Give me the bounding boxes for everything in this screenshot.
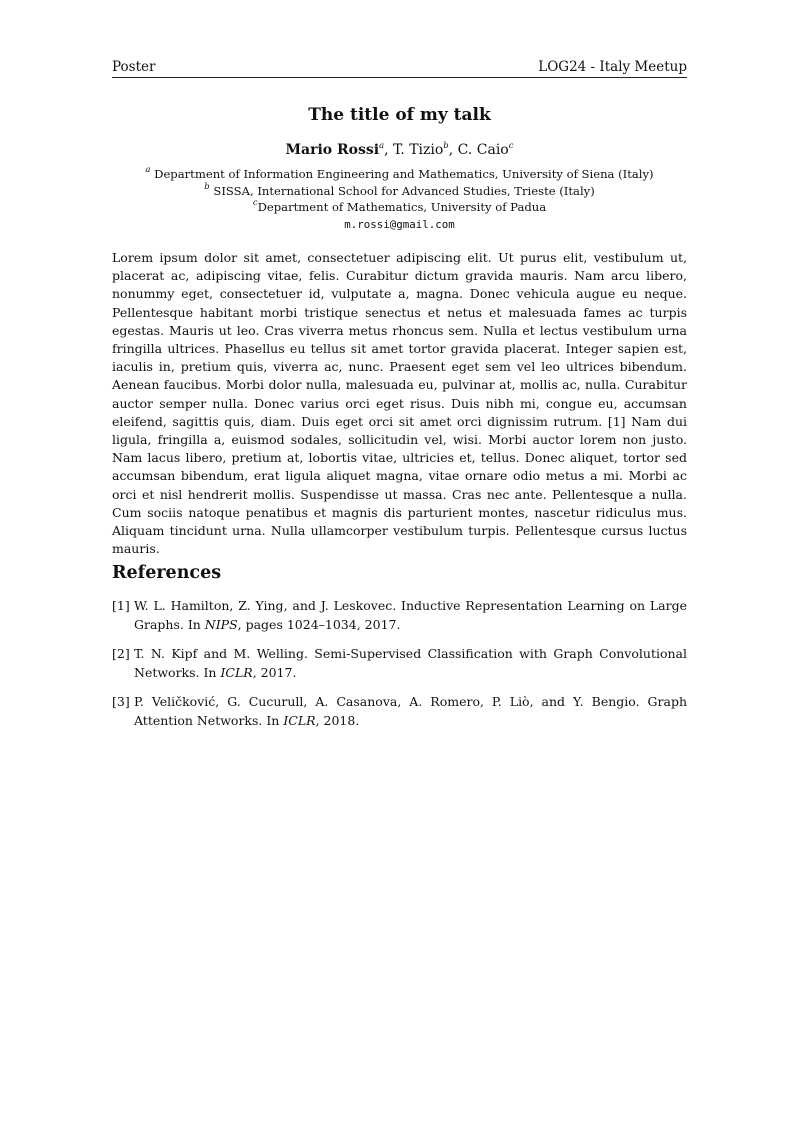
contact-email[interactable]: m.rossi@gmail.com — [344, 217, 455, 231]
author-2: T. Tizio — [393, 142, 444, 158]
header-right: LOG24 - Italy Meetup — [538, 59, 687, 75]
reference-list — [112, 597, 687, 741]
affiliation-mark: b — [204, 181, 210, 192]
author-separator: , — [384, 142, 394, 158]
affiliation-mark: a — [145, 165, 151, 175]
reference-item — [112, 597, 687, 634]
affiliation-mark: c — [252, 198, 258, 208]
author-separator: , — [448, 142, 458, 158]
reference-text — [134, 693, 687, 730]
reference-venue: NIPS — [204, 616, 238, 632]
abstract-paragraph: Lorem ipsum dolor sit amet, consectetuer adipiscing elit. Ut purus elit, vestibulum ut, placerat ac, adipiscing vitae, felis. Curabitur dictum gravida mauris. Nam arcu libero, nonummy eget, consectetuer id, vulputate a, magna. Donec vehicula augue eu neque. Pellentesque habitant morbi tristique senectus et netus et malesuada fames ac turpis egestas. Mauris ut leo. Cras viverra metus rhoncus sem. Nulla et lectus vestibulum urna fringilla ultrices. Phasellus eu tellus sit amet tortor gravida placerat. Integer sapien est, iaculis in, pretium quis, viverra ac, nunc. Praesent eget sem vel leo ultrices bibendum. Aenean faucibus. Morbi dolor nulla, malesuada eu, pulvinar at, mollis ac, nulla. Curabitur auctor semper nulla. Donec varius orci eget risus. Duis nibh mi, congue eu, accumsan eleifend, sagittis quis, diam. Duis eget orci sit amet orci dignissim rutrum. [1] Nam dui ligula, fringilla a, euismod sodales, sollicitudin vel, wisi. Morbi auctor lorem non justo. Nam lacus libero, pretium at, lobortis vitae, ultricies et, tellus. Donec aliquet, tortor sed accumsan bibendum, erat ligula aliquet magna, vitae ornare odio metus a mi. Morbi ac orci et nisl hendrerit mollis. Suspendisse ut massa. Cras nec ante. Pellentesque a nulla. Cum sociis natoque penatibus et magnis dis parturient montes, nascetur ridiculus mus. Aliquam tincidunt urna. Nulla ullamcorper vestibulum turpis. Pellentesque cursus luctus mauris. — [112, 250, 687, 557]
affiliation-text: SISSA, International School for Advanced Studies, Trieste (Italy) — [209, 183, 595, 198]
author-list — [112, 141, 687, 159]
affiliation-text: Department of Information Engineering and Mathematics, University of Siena (Italy) — [150, 167, 654, 181]
reference-item — [112, 693, 687, 730]
reference-authors-title: T. N. Kipf and M. Welling. Semi-Supervised Classification with Graph Convolutional Networks. In — [134, 646, 687, 680]
reference-details: , 2017. — [252, 664, 297, 680]
header-left: Poster — [112, 59, 156, 75]
references-heading: References — [112, 563, 222, 583]
reference-text — [134, 645, 687, 682]
affiliation-text: Department of Mathematics, University of Padua — [257, 200, 547, 214]
affiliation-b — [112, 183, 687, 200]
reference-authors-title: W. L. Hamilton, Z. Ying, and J. Leskovec. Inductive Representation Learning on Large Graphs. In — [134, 598, 687, 632]
reference-number: [3] — [112, 694, 130, 709]
affiliations — [112, 166, 687, 233]
author-main-mark: a — [379, 141, 385, 151]
reference-authors-title: P. Veličković, G. Cucurull, A. Casanova, A. Romero, P. Liò, and Y. Bengio. Graph Attention Networks. In — [134, 694, 687, 728]
reference-number: [1] — [112, 598, 130, 613]
reference-text — [134, 597, 687, 634]
reference-item — [112, 645, 687, 682]
author-3: C. Caio — [457, 142, 509, 158]
reference-venue: ICLR — [283, 712, 316, 728]
affiliation-c — [112, 199, 687, 216]
reference-details: , pages 1024–1034, 2017. — [237, 616, 401, 632]
author-main: Mario Rossi — [285, 142, 380, 158]
reference-venue: ICLR — [220, 664, 253, 680]
paper-title: The title of my talk — [308, 105, 491, 125]
reference-number: [2] — [112, 646, 130, 661]
author-3-mark: c — [508, 141, 514, 151]
author-2-mark: b — [443, 141, 449, 151]
affiliation-a — [112, 166, 687, 183]
reference-details: , 2018. — [315, 712, 360, 728]
running-header — [112, 58, 687, 78]
